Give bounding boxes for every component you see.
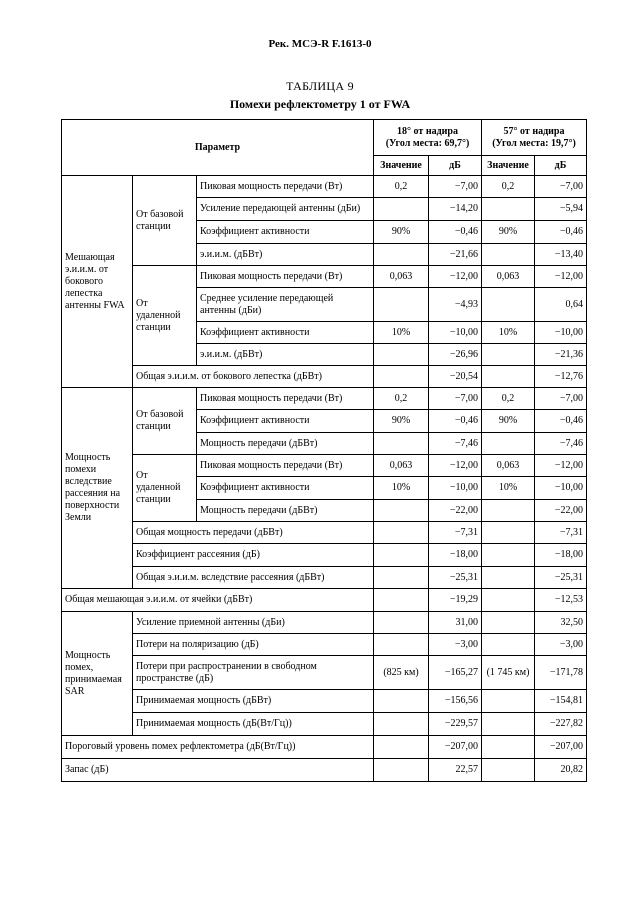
value-cell (482, 544, 535, 567)
db-cell: −25,31 (535, 567, 587, 589)
value-cell (374, 288, 429, 322)
db-cell: 31,00 (429, 612, 482, 634)
value-cell (482, 522, 535, 544)
value-cell: 0,2 (374, 176, 429, 198)
value-header-2: Значение (482, 156, 535, 176)
value-cell (482, 244, 535, 266)
value-cell (482, 366, 535, 388)
db-cell: −25,31 (429, 567, 482, 589)
param-cell: Общая э.и.и.м. вследствие рассеяния (дБВт) (133, 567, 374, 589)
value-cell (482, 567, 535, 589)
param-cell: Коэффициент активности (197, 221, 374, 244)
db-cell: −156,56 (429, 690, 482, 713)
table-row (62, 176, 587, 198)
value-cell (374, 736, 429, 759)
param-cell: Мощность передачи (дБВт) (197, 500, 374, 522)
table-row (62, 455, 587, 477)
table-title: Помехи рефлектометру 1 от FWA (229, 97, 411, 111)
value-cell (374, 522, 429, 544)
db-cell: −21,36 (535, 344, 587, 366)
table-row (62, 634, 587, 656)
db-cell: −3,00 (535, 634, 587, 656)
param-cell: Пиковая мощность передачи (Вт) (197, 266, 374, 288)
db-cell: −13,40 (535, 244, 587, 266)
value-cell: 10% (374, 477, 429, 500)
subsection-label: От базовой станции (133, 388, 197, 455)
value-cell (482, 433, 535, 455)
value-cell (374, 544, 429, 567)
param-cell: Среднее усиление передающей антенны (дБи) (197, 288, 374, 322)
value-cell (482, 690, 535, 713)
table-row (62, 589, 587, 612)
value-cell (374, 690, 429, 713)
subsection-label: От удаленной станции (133, 266, 197, 366)
value-cell (374, 759, 429, 782)
value-cell (482, 634, 535, 656)
value-cell (374, 612, 429, 634)
db-cell: −227,82 (535, 713, 587, 736)
db-cell: −12,00 (429, 455, 482, 477)
value-cell (482, 198, 535, 221)
value-header-1: Значение (374, 156, 429, 176)
param-cell: Пороговый уровень помех рефлектометра (дБ(Вт/Гц)) (62, 736, 374, 759)
db-cell: −7,46 (429, 433, 482, 455)
value-cell: 90% (482, 221, 535, 244)
param-cell: Пиковая мощность передачи (Вт) (197, 388, 374, 410)
value-cell (482, 713, 535, 736)
value-cell: 0,063 (374, 455, 429, 477)
header-row-1 (62, 120, 587, 156)
value-cell: (1 745 км) (482, 656, 535, 690)
db-cell: −14,20 (429, 198, 482, 221)
col1-header (374, 120, 482, 156)
db-header-1: дБ (429, 156, 482, 176)
db-cell: −20,54 (429, 366, 482, 388)
value-cell: 90% (482, 410, 535, 433)
param-cell: Мощность передачи (дБВт) (197, 433, 374, 455)
col2-header-line2: (Угол места: 19,7°) (492, 137, 576, 149)
db-cell: −5,94 (535, 198, 587, 221)
value-cell: (825 км) (374, 656, 429, 690)
col1-header-line1: 18° от надира (397, 125, 458, 137)
param-cell: Общая э.и.и.м. от бокового лепестка (дБВт) (133, 366, 374, 388)
db-cell: −165,27 (429, 656, 482, 690)
value-cell (374, 567, 429, 589)
value-cell: 90% (374, 221, 429, 244)
db-cell: −12,00 (535, 266, 587, 288)
db-cell: −0,46 (429, 221, 482, 244)
col2-header (482, 120, 587, 156)
table-row (62, 544, 587, 567)
param-cell: Пиковая мощность передачи (Вт) (197, 176, 374, 198)
param-header: Параметр (62, 120, 374, 176)
db-cell: 22,57 (429, 759, 482, 782)
value-cell (374, 500, 429, 522)
param-cell: Усиление передающей антенны (дБи) (197, 198, 374, 221)
db-cell: −18,00 (535, 544, 587, 567)
value-cell (482, 736, 535, 759)
param-cell: Пиковая мощность передачи (Вт) (197, 455, 374, 477)
param-cell: Потери при распространении в свободном пространстве (дБ) (133, 656, 374, 690)
db-cell: −10,00 (535, 322, 587, 344)
param-cell: Принимаемая мощность (дБ(Вт/Гц)) (133, 713, 374, 736)
param-cell: Коэффициент активности (197, 477, 374, 500)
value-cell: 10% (482, 322, 535, 344)
param-cell: э.и.и.м. (дБВт) (197, 244, 374, 266)
db-cell: −7,00 (535, 388, 587, 410)
value-cell (482, 612, 535, 634)
db-cell: −7,46 (535, 433, 587, 455)
db-cell: −229,57 (429, 713, 482, 736)
page-header: Рек. МСЭ-R F.1613-0 (268, 38, 372, 50)
db-cell: −154,81 (535, 690, 587, 713)
value-cell: 0,063 (482, 266, 535, 288)
db-cell: −171,78 (535, 656, 587, 690)
db-cell: −18,00 (429, 544, 482, 567)
value-cell: 0,2 (482, 388, 535, 410)
param-cell: Потери на поляризацию (дБ) (133, 634, 374, 656)
param-cell: Усиление приемной антенны (дБи) (133, 612, 374, 634)
table-row (62, 388, 587, 410)
db-cell: −22,00 (429, 500, 482, 522)
table-row (62, 759, 587, 782)
table-row (62, 266, 587, 288)
param-cell: Коэффициент активности (197, 410, 374, 433)
db-cell: −3,00 (429, 634, 482, 656)
value-cell: 0,2 (374, 388, 429, 410)
db-cell: 0,64 (535, 288, 587, 322)
value-cell (374, 634, 429, 656)
db-cell: −7,00 (429, 388, 482, 410)
table-row (62, 522, 587, 544)
param-cell: Коэффициент рассеяния (дБ) (133, 544, 374, 567)
section-label: Мощность помех, принимаемая SAR (62, 612, 133, 736)
db-cell: −0,46 (535, 221, 587, 244)
db-cell: −21,66 (429, 244, 482, 266)
db-cell: −7,00 (535, 176, 587, 198)
value-cell: 10% (374, 322, 429, 344)
section-label: Мешающая э.и.и.м. от бокового лепестка антенны FWA (62, 176, 133, 388)
db-cell: −10,00 (429, 322, 482, 344)
value-cell (482, 344, 535, 366)
db-cell: −12,53 (535, 589, 587, 612)
table-row (62, 366, 587, 388)
value-cell (374, 589, 429, 612)
value-cell (374, 366, 429, 388)
table-row (62, 567, 587, 589)
table-row (62, 736, 587, 759)
value-cell (374, 198, 429, 221)
value-cell (374, 713, 429, 736)
interference-table (61, 119, 587, 782)
db-cell: −12,76 (535, 366, 587, 388)
subsection-label: От удаленной станции (133, 455, 197, 522)
value-cell: 10% (482, 477, 535, 500)
db-cell: −4,93 (429, 288, 482, 322)
table-row (62, 690, 587, 713)
value-cell (374, 244, 429, 266)
table-row (62, 612, 587, 634)
table-number: ТАБЛИЦА 9 (286, 79, 354, 93)
value-cell (482, 500, 535, 522)
value-cell: 0,063 (482, 455, 535, 477)
db-cell: −19,29 (429, 589, 482, 612)
db-cell: −22,00 (535, 500, 587, 522)
table-row (62, 656, 587, 690)
param-cell: Принимаемая мощность (дБВт) (133, 690, 374, 713)
db-cell: 20,82 (535, 759, 587, 782)
table-row (62, 713, 587, 736)
param-cell: Коэффициент активности (197, 322, 374, 344)
db-cell: −7,31 (535, 522, 587, 544)
db-cell: −7,31 (429, 522, 482, 544)
value-cell: 0,2 (482, 176, 535, 198)
db-cell: 32,50 (535, 612, 587, 634)
param-cell: Общая мешающая э.и.и.м. от ячейки (дБВт) (62, 589, 374, 612)
col1-header-line2: (Угол места: 69,7°) (385, 137, 470, 149)
value-cell: 90% (374, 410, 429, 433)
db-cell: −0,46 (429, 410, 482, 433)
param-cell: Общая мощность передачи (дБВт) (133, 522, 374, 544)
col2-header-line1: 57° от надира (503, 125, 565, 137)
subsection-label: От базовой станции (133, 176, 197, 266)
db-cell: −207,00 (429, 736, 482, 759)
db-cell: −10,00 (535, 477, 587, 500)
db-cell: −207,00 (535, 736, 587, 759)
value-cell (374, 433, 429, 455)
db-cell: −12,00 (535, 455, 587, 477)
db-cell: −12,00 (429, 266, 482, 288)
param-cell: э.и.и.м. (дБВт) (197, 344, 374, 366)
value-cell (374, 344, 429, 366)
value-cell (482, 759, 535, 782)
value-cell: 0,063 (374, 266, 429, 288)
value-cell (482, 589, 535, 612)
section-label: Мощность помехи вследствие рассеяния на поверхности Земли (62, 388, 133, 589)
param-cell: Запас (дБ) (62, 759, 374, 782)
db-cell: −10,00 (429, 477, 482, 500)
value-cell (482, 288, 535, 322)
db-cell: −0,46 (535, 410, 587, 433)
db-cell: −26,96 (429, 344, 482, 366)
db-cell: −7,00 (429, 176, 482, 198)
db-header-2: дБ (535, 156, 587, 176)
